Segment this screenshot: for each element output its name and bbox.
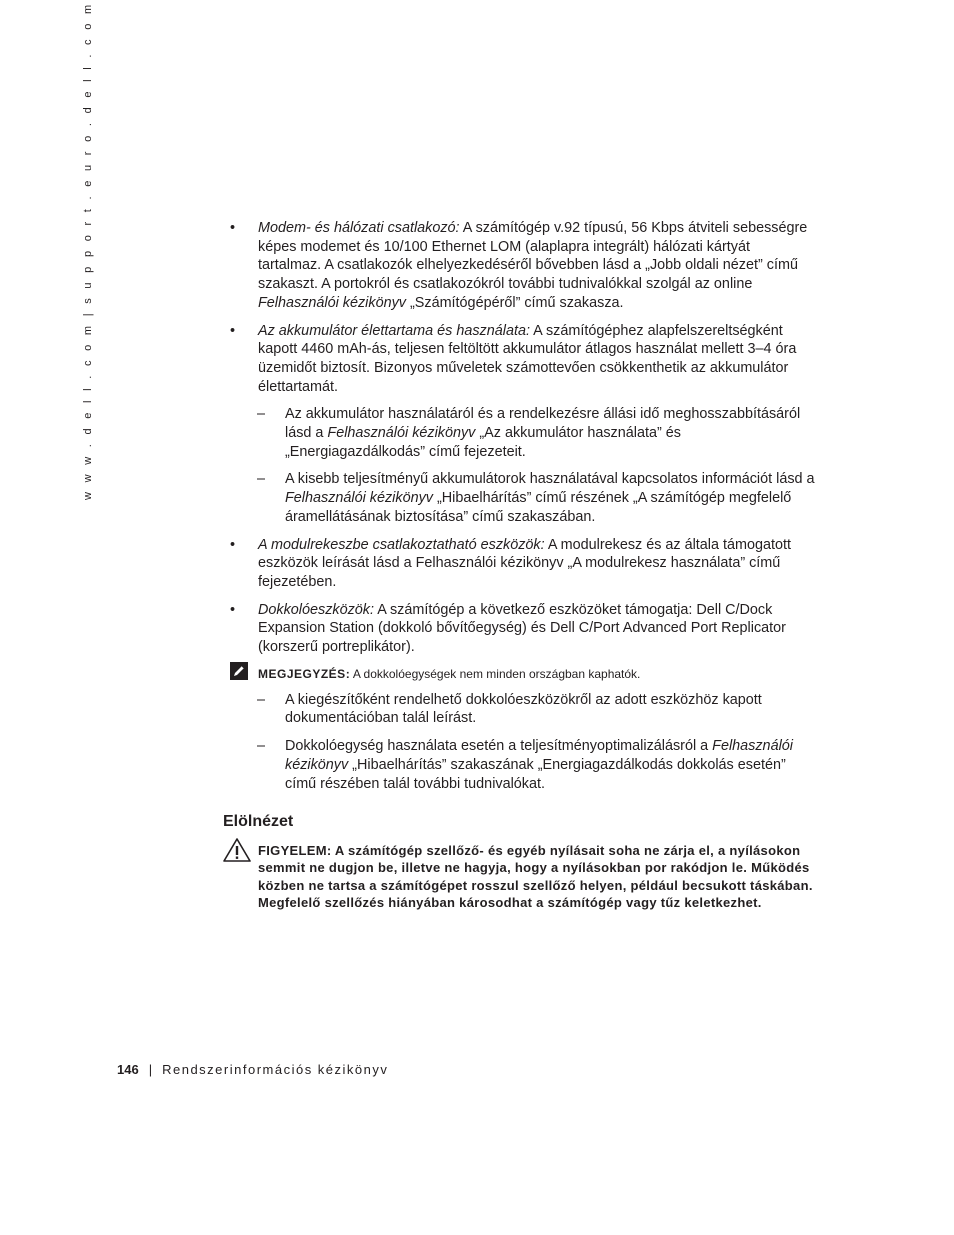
dash-mark: – bbox=[257, 406, 266, 423]
page-content bbox=[223, 219, 815, 912]
bullet-label: A modulrekeszbe csatlakoztatható eszközök: bbox=[258, 536, 545, 553]
footer-title: Rendszerinformációs kézikönyv bbox=[162, 1062, 389, 1077]
dash-mark: – bbox=[257, 471, 266, 488]
bullet-label: Dokkolóeszközök: bbox=[258, 601, 374, 618]
bullet-docking: • Dokkolóeszközök: A számítógép a következő eszközöket támogatja: Dell C/Dock Expansion Station (dokkoló bővítőegység) és Dell C/Port Advanced Port Replicator (korszerű portreplikátor). bbox=[230, 601, 786, 656]
bullet-module-bay: • A modulrekeszbe csatlakoztatható eszközök: A modulrekesz és az általa támogatott eszközök leírását lásd a Felhasználói kézikönyv „A modulrekesz használata” című fejezetében. bbox=[230, 536, 792, 590]
dash-item-docking-docs: – A kiegészítőként rendelhető dokkolóeszközökről az adott eszközhöz kapott dokumentációban talál leírást. bbox=[257, 691, 762, 727]
bullet-mark: • bbox=[230, 601, 236, 618]
side-url: w w w . d e l l . c o m | s u p p o r t . e u r o . d e l l . c o m bbox=[82, 1, 94, 500]
warning-text: FIGYELEM: A számítógép szellőző- és egyéb nyílásait soha ne zárja el, a nyílásokon semmit ne dugjon be, illetve ne hagyja, hogy a nyílásokban por rakódjon le. Működés közben ne tartsa a számítógépet rosszul szellőző helyen, például becsukott táskában. Megfelelő szellőzés hiányában károsodhat a számítógép vagy tűz keletkezhet. bbox=[258, 842, 813, 911]
dash-item-docking-performance: – Dokkolóegység használata esetén a teljesítményoptimalizálásról a Felhasználói kézikönyv „Hibaelhárítás” szakaszának „Energiagazdálkodás dokkolás esetén” című részében talál további tudnivalókat. bbox=[257, 738, 793, 792]
bullet-mark: • bbox=[230, 220, 236, 236]
warning bbox=[230, 842, 815, 912]
note-text: A dokkolóegységek nem minden országban kaphatók. bbox=[350, 666, 641, 681]
footer-separator: | bbox=[148, 1062, 153, 1077]
bullet-mark: • bbox=[230, 536, 236, 553]
note-pencil-icon bbox=[230, 662, 248, 680]
bullet-modem: • Modem- és hálózati csatlakozó: A számítógép v.92 típusú, 56 Kbps átviteli sebességre képes modemet és 10/100 Ethernet LOM (alaplapra integrált) hálózati kártyát tartalmaz. A csatlakozók elhelyezkedéséről bővebben lásd a „Jobb oldali nézet” című szakaszt. A portokról és csatlakozókról további tudnivalókkal szolgál az online Felhasználói kézikönyv „Számítógépéről” című szakasza. bbox=[230, 220, 808, 311]
dash-item-battery-troubleshooting: – A kisebb teljesítményű akkumulátorok használatával kapcsolatos információt lásd a Felhasználói kézikönyv „Hibaelhárítás” című részének „A számítógép megfelelő áramellátásának biztosítása” című szakaszában. bbox=[257, 471, 815, 525]
bullet-label: Az akkumulátor élettartama és használata: bbox=[258, 322, 530, 339]
page-footer bbox=[117, 1062, 388, 1077]
section-heading: Elölnézet bbox=[223, 813, 294, 831]
bullet-label: Modem- és hálózati csatlakozó: bbox=[258, 220, 460, 236]
page-number: 146 bbox=[117, 1062, 139, 1077]
note-label: MEGJEGYZÉS: bbox=[258, 666, 351, 681]
dash-mark: – bbox=[257, 738, 266, 755]
dash-mark: – bbox=[257, 691, 266, 708]
warning-triangle-icon bbox=[223, 838, 251, 862]
dash-item-battery-usage: – Az akkumulátor használatáról és a rendelkezésre állási idő meghosszabbításáról lásd a Felhasználói kézikönyv „Az akkumulátor használata” és „Energiagazdálkodás” című fejezeteit. bbox=[257, 406, 801, 460]
bullet-battery: • Az akkumulátor élettartama és használata: A számítógéphez alapfelszereltségként kapott 4460 mAh-ás, teljesen feltöltött akkumulátor átlagos használat mellett 3–4 óra üzemidőt biztosít. Bizonyos műveletek számottevően csökkenthetik az akkumulátor élettartamát. bbox=[230, 322, 797, 395]
bullet-mark: • bbox=[230, 322, 236, 339]
note bbox=[230, 666, 815, 682]
